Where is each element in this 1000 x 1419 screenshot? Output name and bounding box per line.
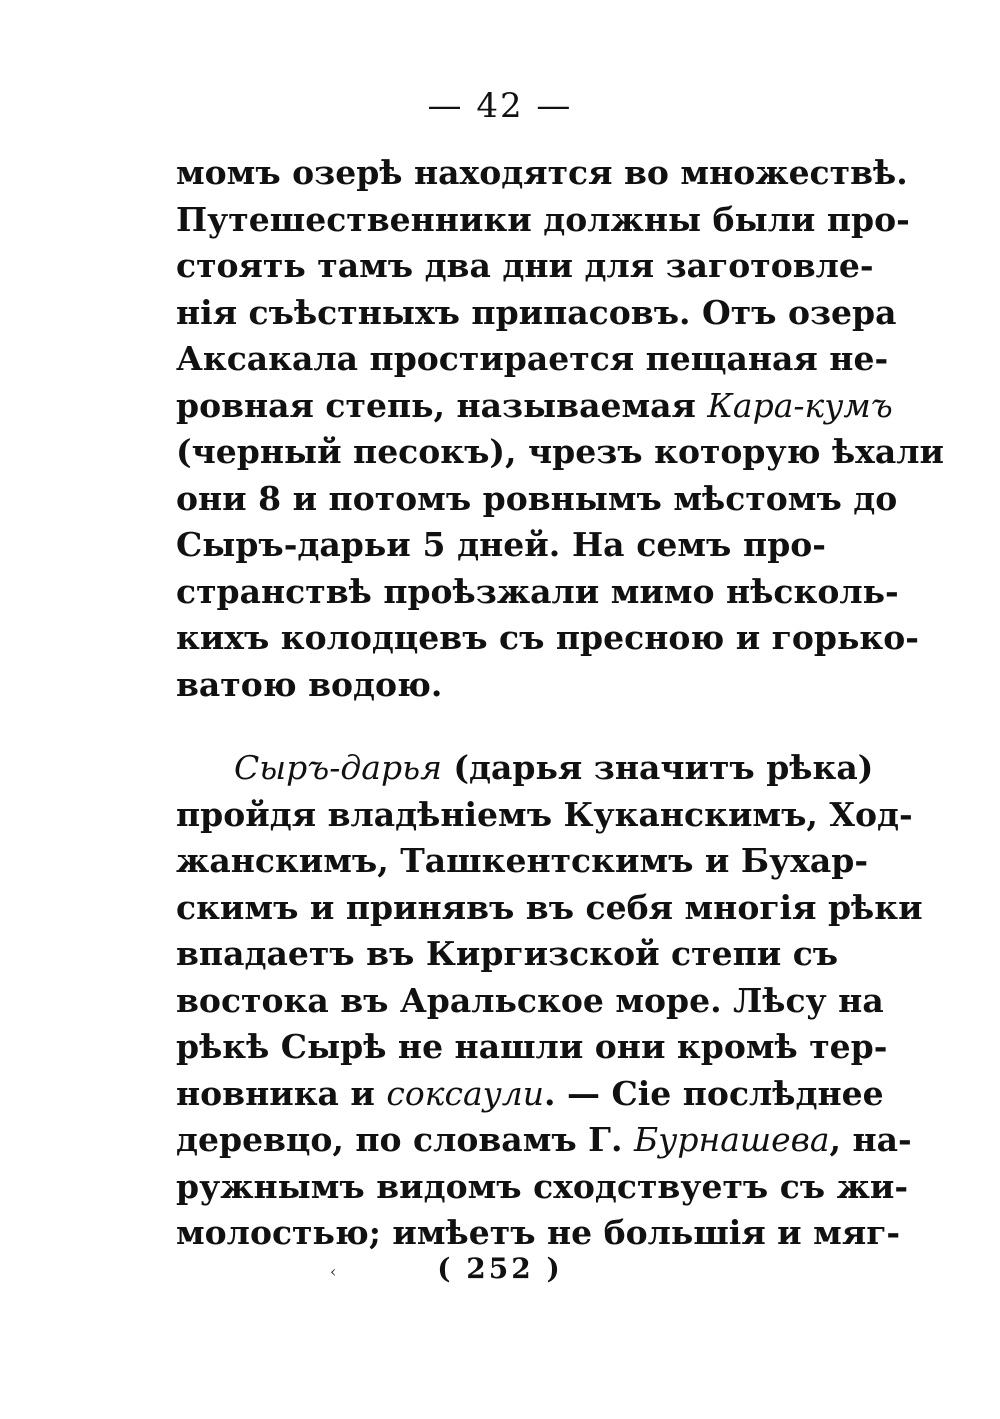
- text-line: они 8 и потомъ ровнымъ мѣстомъ до: [176, 478, 898, 518]
- text-line: стоять тамъ два дни для заготовле-: [176, 246, 874, 285]
- text-line: ватою водою.: [176, 664, 443, 704]
- text-line: ружнымъ видомъ сходствуетъ съ жи-: [176, 1166, 909, 1206]
- text-line: кихъ колодцевъ съ пресною и горько-: [176, 618, 919, 657]
- text-line: [176, 383, 893, 430]
- text-line: скимъ и принявъ въ себя многія рѣки: [176, 887, 923, 927]
- paragraph-1: [176, 150, 944, 708]
- text-line: [176, 1071, 884, 1118]
- paragraph-2: [176, 745, 923, 1257]
- italic-term-burnashev: Бурнашева: [633, 1120, 830, 1159]
- page-number: — 42 —: [427, 86, 573, 126]
- text-segment: деревцо, по словамъ Г.: [176, 1120, 634, 1159]
- text-line: [176, 1117, 912, 1164]
- text-segment: . — Сіе послѣднее: [544, 1073, 884, 1113]
- text-line: момъ озерѣ находятся во множествѣ.: [176, 153, 908, 192]
- text-line: молостью; имѣетъ не большія и мяг-: [176, 1213, 901, 1252]
- text-line: востока въ Аральское море. Лѣсу на: [176, 980, 884, 1020]
- text-line: Аксакала простирается пещаная не-: [176, 339, 889, 378]
- text-line: [176, 745, 874, 792]
- text-line: пройдя владѣніемъ Куканскимъ, Ход-: [176, 794, 913, 834]
- text-segment: ровная степь, называемая: [176, 385, 708, 425]
- text-line: (черный песокъ), чрезъ которую ѣхали: [176, 432, 944, 471]
- signature-mark: ( 252 ): [437, 1252, 563, 1285]
- ink-speck: ‹: [330, 1262, 337, 1281]
- text-segment: , на-: [829, 1120, 912, 1159]
- italic-term-syrdarya: Сыръ-дарья: [234, 748, 442, 787]
- text-line: Сыръ-дарьи 5 дней. На семъ про-: [176, 525, 826, 564]
- text-line: жанскимъ, Ташкентскимъ и Бухар-: [176, 841, 869, 880]
- text-segment: новника и: [176, 1073, 387, 1113]
- text-line: странствѣ проѣзжали мимо нѣсколь-: [176, 571, 899, 611]
- text-line: рѣкѣ Сырѣ не нашли они кромѣ тер-: [176, 1027, 888, 1066]
- text-line: впадаетъ въ Киргизской степи съ: [176, 934, 839, 973]
- text-line: нія съѣстныхъ припасовъ. Отъ озера: [176, 292, 897, 332]
- italic-term-soksauly: соксаули: [386, 1073, 545, 1113]
- text-segment: (дарья значитъ рѣка): [441, 748, 874, 787]
- italic-term-karakum: Кара-кумъ: [707, 385, 893, 425]
- text-line: Путешественники должны были про-: [176, 199, 910, 239]
